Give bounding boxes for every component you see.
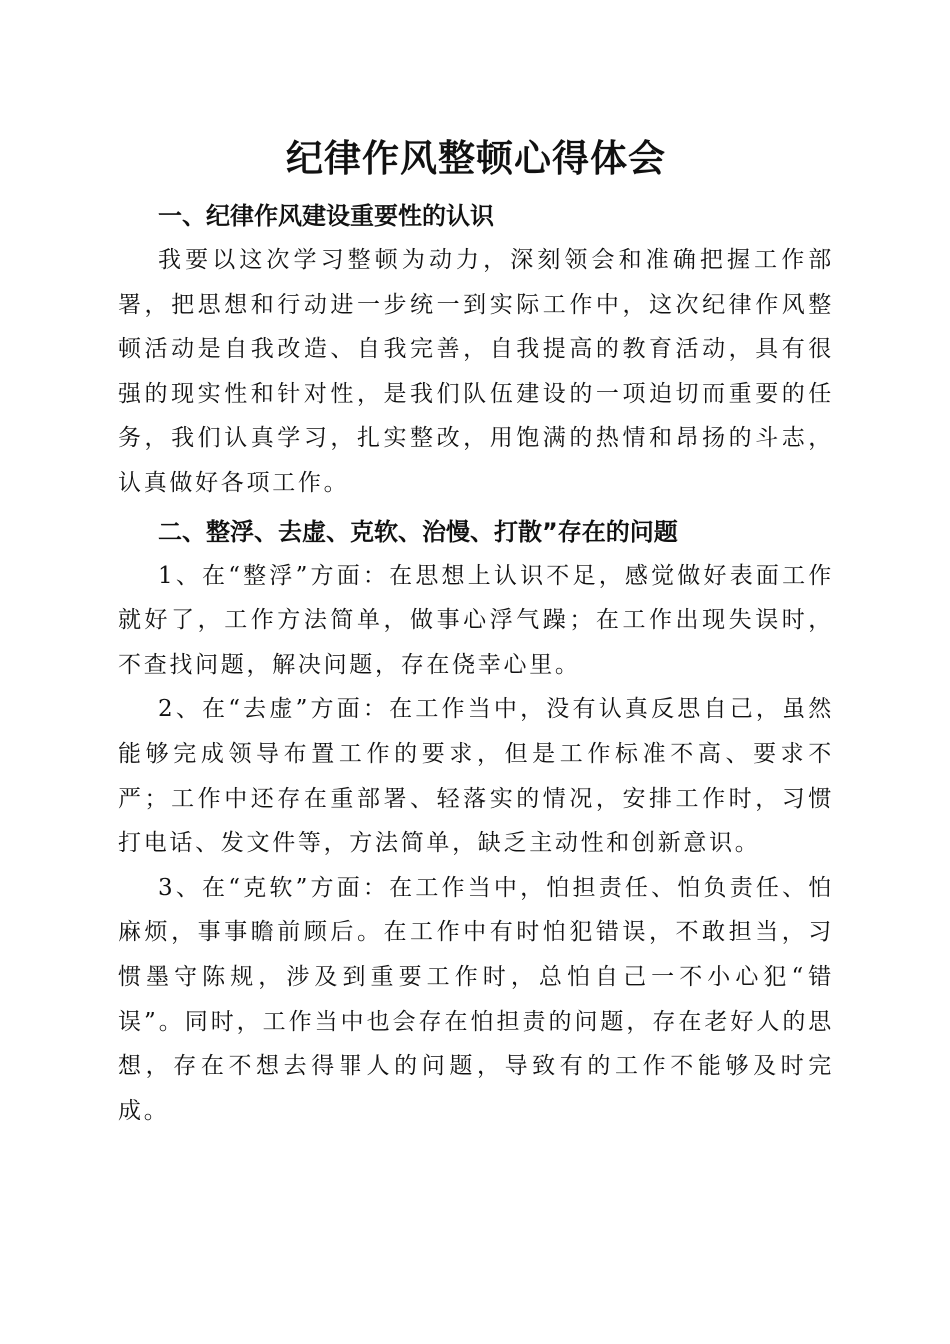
- section-2-paragraph-3: 3、在“克软”方面：在工作当中，怕担责任、怕负责任、怕麻烦，事事瞻前顾后。在工作中有时怕犯错误，不敢担当，习惯墨守陈规，涉及到重要工作时，总怕自己一不小心犯“错误”。同时，工作当中也会存在怕担责的问题，存在老好人的思想，存在不想去得罪人的问题，导致有的工作不能够及时完成。: [118, 874, 834, 1124]
- section-heading-2: 二、整浮、去虚、克软、治慢、打散”存在的问题: [158, 517, 678, 546]
- section-2-paragraph-1: 1、在“整浮”方面：在思想上认识不足，感觉做好表面工作就好了，工作方法简单，做事心浮气躁；在工作出现失误时，不查找问题，解决问题，存在侥幸心里。: [118, 562, 834, 678]
- section-1-paragraph-1: 我要以这次学习整顿为动力，深刻领会和准确把握工作部署，把思想和行动进一步统一到实际工作中，这次纪律作风整顿活动是自我改造、自我完善，自我提高的教育活动，具有很强的现实性和针对性，是我们队伍建设的一项迫切而重要的任务，我们认真学习，扎实整改，用饱满的热情和昂扬的斗志，认真做好各项工作。: [118, 247, 834, 496]
- document-page: [118, 130, 834, 1133]
- section-2-paragraph-2: 2、在“去虚”方面：在工作当中，没有认真反思自己，虽然能够完成领导布置工作的要求，但是工作标准不高、要求不严；工作中还存在重部署、轻落实的情况，安排工作时，习惯打电话、发文件等，方法简单，缺乏主动性和创新意识。: [118, 696, 834, 857]
- section-heading-1: 一、纪律作风建设重要性的认识: [158, 202, 494, 230]
- document-title: 纪律作风整顿心得体会: [286, 136, 666, 180]
